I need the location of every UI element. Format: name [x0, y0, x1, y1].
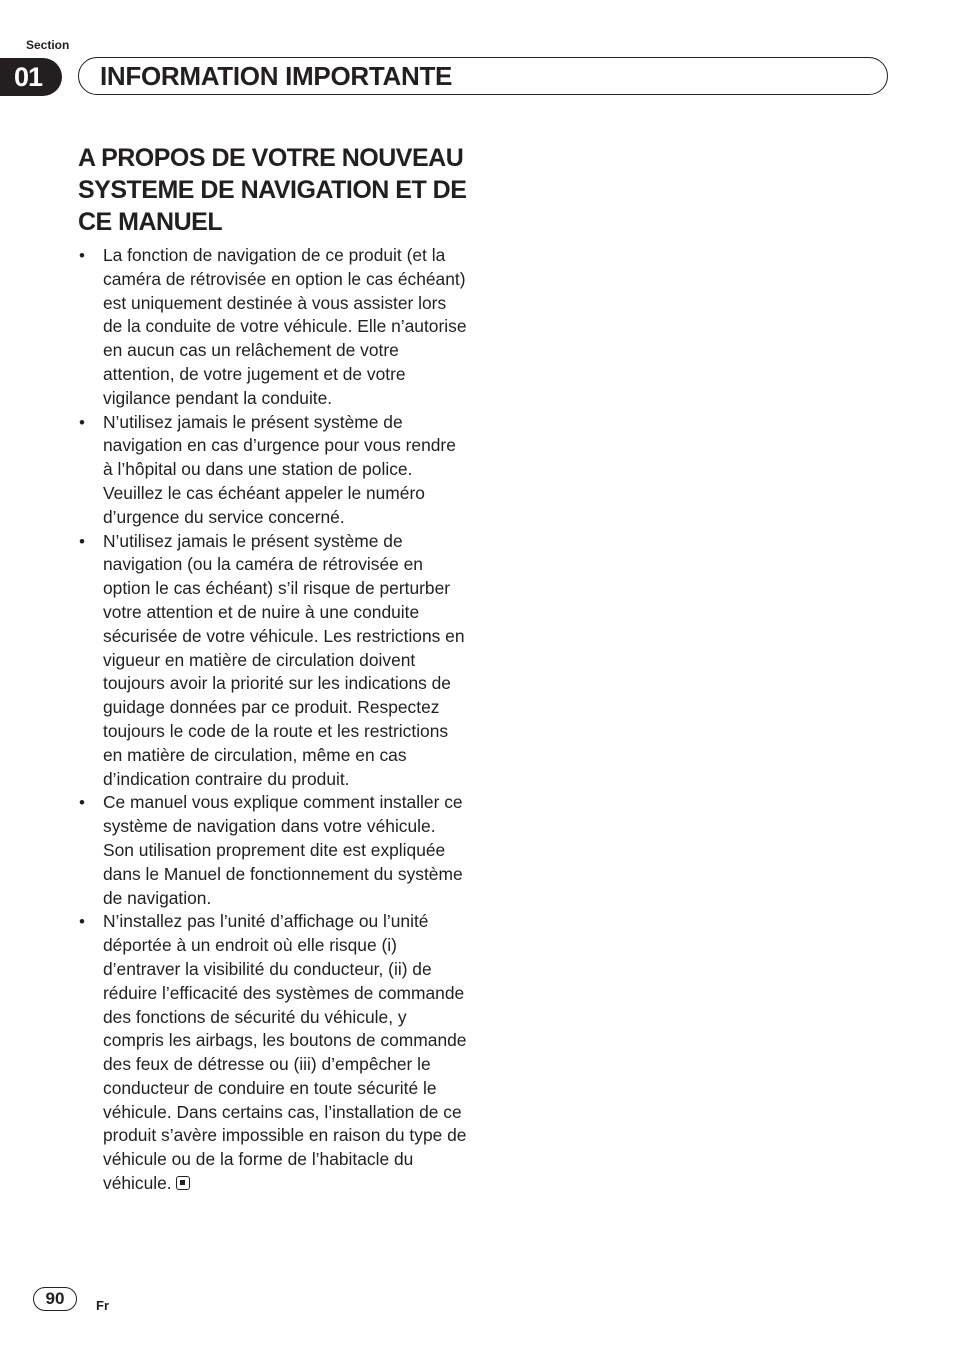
language-code: Fr [96, 1298, 109, 1313]
bullet-text: N’installez pas l’unité d’affichage ou l’unité déportée à un endroit où elle risque (i) d’entraver la visibilité du conducteur, (ii) de réduire l’efficacité des systèmes de commande des fonctions de sécurité du véhicule, y compris les airbags, les boutons de commande des feux de détresse ou (iii) d’empêcher le conducteur de conduire en toute sécurité le véhicule. Dans certains cas, l’installation de ce produit s’avère impossible en raison du type de véhicule ou de la forme de l’habitacle du véhicule. [103, 911, 467, 1194]
section-number-tab [0, 58, 62, 96]
bullet-icon: • [79, 531, 85, 551]
bullet-list [78, 244, 468, 1196]
list-item [78, 791, 468, 910]
list-item [78, 530, 468, 792]
bullet-icon: • [79, 793, 85, 813]
bullet-text: La fonction de navigation de ce produit (et la caméra de rétrovisée en option le cas échéant) est uniquement destinée à vous assister lors de la conduite de votre véhicule. Elle n’autorise en aucun cas un relâchement de votre attention, de votre jugement et de votre vigilance pendant la conduite. [103, 245, 467, 408]
section-number: 01 [13, 61, 43, 92]
page-number: 90 [33, 1287, 77, 1311]
end-of-section-square-icon [176, 1176, 190, 1190]
list-item [78, 244, 468, 411]
section-header-bar [78, 57, 888, 95]
bullet-icon: • [79, 246, 85, 265]
bullet-text: N’utilisez jamais le présent système de navigation en cas d’urgence pour vous rendre à l’hôpital ou dans une station de police. Veuillez le cas échéant appeler le numéro d’urgence du service concerné. [103, 411, 456, 527]
article-heading: A PROPOS DE VOTRE NOUVEAU SYSTEME DE NAVIGATION ET DE CE MANUEL [78, 144, 467, 236]
bullet-text: Ce manuel vous explique comment installer ce système de navigation dans votre véhicule. Son utilisation proprement dite est expliquée dans le Manuel de fonctionnement du système de navigation. [103, 792, 463, 908]
list-item [78, 411, 468, 530]
section-label: Section [26, 38, 70, 52]
list-item [78, 910, 468, 1196]
bullet-icon: • [79, 412, 85, 432]
bullet-text: N’utilisez jamais le présent système de navigation (ou la caméra de rétrovisée en option le cas échéant) s’il risque de perturber votre attention et de nuire à une conduite sécurisée de votre véhicule. Les restrictions en vigueur en matière de circulation doivent toujours avoir la priorité sur les indications de guidage données par ce produit. Respectez toujours le code de la route et les restrictions en matière de circulation, même en cas d’indication contraire du produit. [103, 530, 465, 789]
section-title: INFORMATION IMPORTANTE [100, 61, 453, 91]
bullet-icon: • [79, 912, 85, 932]
